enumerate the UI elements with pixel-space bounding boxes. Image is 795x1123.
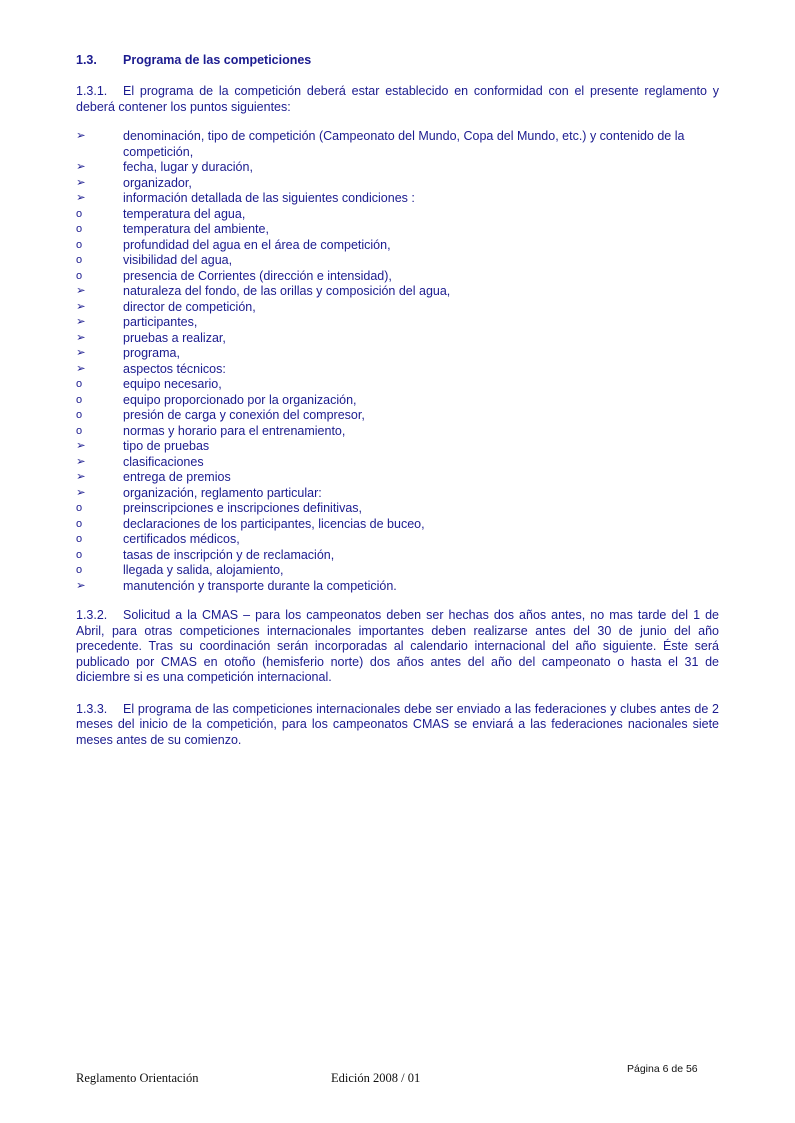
circle-bullet-icon: o xyxy=(76,378,83,390)
paragraph-number: 1.3.3. xyxy=(76,701,108,716)
list-item xyxy=(76,377,719,393)
list-item xyxy=(76,191,719,207)
list-item-text: temperatura del agua, xyxy=(123,206,246,221)
arrow-bullet-icon: ➢ xyxy=(76,579,86,592)
requirements-list xyxy=(76,129,719,594)
list-item-text: organización, reglamento particular: xyxy=(123,485,322,500)
list-item xyxy=(76,408,719,424)
page-number: Página 6 de 56 xyxy=(627,1063,698,1075)
list-item-text: tipo de pruebas xyxy=(123,439,210,453)
paragraph-number: 1.3.2. xyxy=(76,608,108,622)
list-item-text: llegada y salida, alojamiento, xyxy=(123,563,284,577)
arrow-bullet-icon: ➢ xyxy=(76,285,86,297)
footer-edition: Edición 2008 / 01 xyxy=(331,1071,421,1085)
list-item xyxy=(76,579,719,595)
list-item-text: pruebas a realizar, xyxy=(123,330,226,345)
arrow-bullet-icon: ➢ xyxy=(76,471,86,483)
list-item-text: normas y horario para el entrenamiento, xyxy=(123,423,346,438)
list-item xyxy=(76,222,719,238)
paragraph-1-3-2 xyxy=(76,608,719,686)
arrow-bullet-icon: ➢ xyxy=(76,486,86,499)
section-heading xyxy=(76,52,719,68)
circle-bullet-icon: o xyxy=(76,424,83,437)
section-title: Programa de las competiciones xyxy=(123,53,312,67)
paragraph-text: Solicitud a la CMAS – para los campeonatos deben ser hechas dos años antes, no mas tarde del 1 de Abril, para otras competiciones internacionales importantes deben realizarse antes del 30 de junio del año precedente. Tras su coordinación serán incorporadas al calendario internacional del año siguiente. Éste será publicado por CMAS en otoño (hemisferio norte) dos años antes del año del campeonato o hasta el 31 de diciembre si es una competición internacional. xyxy=(76,608,719,684)
list-item-text: profundidad del agua en el área de competición, xyxy=(123,237,391,252)
list-item-text: denominación, tipo de competición (Campeonato del Mundo, Copa del Mundo, etc.) y contenido de la competición, xyxy=(123,129,685,159)
arrow-bullet-icon: ➢ xyxy=(76,176,86,189)
list-item-text: participantes, xyxy=(123,315,198,329)
circle-bullet-icon: o xyxy=(76,548,83,561)
list-item xyxy=(76,300,719,316)
list-item-text: clasificaciones xyxy=(123,454,204,469)
list-item-text: organizador, xyxy=(123,175,192,190)
list-item xyxy=(76,284,719,300)
list-item-text: presión de carga y conexión del compresor, xyxy=(123,408,365,422)
arrow-bullet-icon: ➢ xyxy=(76,331,86,344)
circle-bullet-icon: o xyxy=(76,409,83,421)
list-item xyxy=(76,129,719,160)
list-item-text: visibilidad del agua, xyxy=(123,253,233,267)
list-item xyxy=(76,346,719,362)
document-page xyxy=(76,52,719,748)
list-item-text: declaraciones de los participantes, licencias de buceo, xyxy=(123,516,425,531)
arrow-bullet-icon: ➢ xyxy=(76,161,86,173)
paragraph-1-3-3 xyxy=(76,702,719,749)
list-item xyxy=(76,238,719,254)
circle-bullet-icon: o xyxy=(76,533,83,545)
circle-bullet-icon: o xyxy=(76,238,83,251)
arrow-bullet-icon: ➢ xyxy=(76,300,86,313)
list-item-text: temperatura del ambiente, xyxy=(123,222,269,236)
list-item xyxy=(76,362,719,378)
list-item xyxy=(76,563,719,579)
list-item-text: presencia de Corrientes (dirección e intensidad), xyxy=(123,268,392,283)
list-item xyxy=(76,532,719,548)
list-item xyxy=(76,393,719,409)
list-item-text: entrega de premios xyxy=(123,470,231,484)
paragraph-text: El programa de la competición deberá estar establecido en conformidad con el presente reglamento y deberá contener los puntos siguientes: xyxy=(76,84,719,114)
list-item-text: preinscripciones e inscripciones definitivas, xyxy=(123,501,363,515)
list-item xyxy=(76,207,719,223)
list-item xyxy=(76,486,719,502)
list-item xyxy=(76,176,719,192)
list-item xyxy=(76,548,719,564)
list-item xyxy=(76,315,719,331)
arrow-bullet-icon: ➢ xyxy=(76,192,86,204)
paragraph-1-3-1 xyxy=(76,84,719,115)
list-item-text: equipo necesario, xyxy=(123,377,222,391)
arrow-bullet-icon: ➢ xyxy=(76,130,86,142)
list-item xyxy=(76,455,719,471)
arrow-bullet-icon: ➢ xyxy=(76,362,86,375)
list-item-text: fecha, lugar y duración, xyxy=(123,160,253,174)
list-item-text: tasas de inscripción y de reclamación, xyxy=(123,547,335,562)
list-item-text: aspectos técnicos: xyxy=(123,361,226,376)
list-item-text: director de competición, xyxy=(123,299,256,314)
list-item xyxy=(76,253,719,269)
paragraph-number: 1.3.1. xyxy=(76,84,108,98)
circle-bullet-icon: o xyxy=(76,393,83,406)
circle-bullet-icon: o xyxy=(76,254,83,266)
list-item-text: naturaleza del fondo, de las orillas y composición del agua, xyxy=(123,284,451,298)
circle-bullet-icon: o xyxy=(76,564,83,576)
circle-bullet-icon: o xyxy=(76,517,83,530)
list-item xyxy=(76,470,719,486)
circle-bullet-icon: o xyxy=(76,269,83,282)
list-item xyxy=(76,439,719,455)
list-item-text: información detallada de las siguientes condiciones : xyxy=(123,191,415,205)
footer-document-title: Reglamento Orientación xyxy=(76,1071,199,1085)
list-item-text: equipo proporcionado por la organización, xyxy=(123,392,357,407)
list-item xyxy=(76,160,719,176)
list-item xyxy=(76,517,719,533)
paragraph-text: El programa de las competiciones internacionales debe ser enviado a las federaciones y clubes antes de 2 meses del inicio de la competición, para los campeonatos CMAS se enviará a las federaciones nacionales siete meses antes de su comienzo. xyxy=(76,701,719,747)
arrow-bullet-icon: ➢ xyxy=(76,316,86,328)
arrow-bullet-icon: ➢ xyxy=(76,455,86,468)
section-number: 1.3. xyxy=(76,53,97,67)
list-item-text: certificados médicos, xyxy=(123,532,240,546)
list-item-text: manutención y transporte durante la competición. xyxy=(123,578,397,593)
arrow-bullet-icon: ➢ xyxy=(76,347,86,359)
arrow-bullet-icon: ➢ xyxy=(76,440,86,452)
circle-bullet-icon: o xyxy=(76,207,83,220)
list-item xyxy=(76,331,719,347)
list-item xyxy=(76,424,719,440)
list-item-text: programa, xyxy=(123,346,180,360)
paragraph-gap xyxy=(76,686,719,702)
list-item xyxy=(76,269,719,285)
list-item xyxy=(76,501,719,517)
circle-bullet-icon: o xyxy=(76,223,83,235)
circle-bullet-icon: o xyxy=(76,502,83,514)
